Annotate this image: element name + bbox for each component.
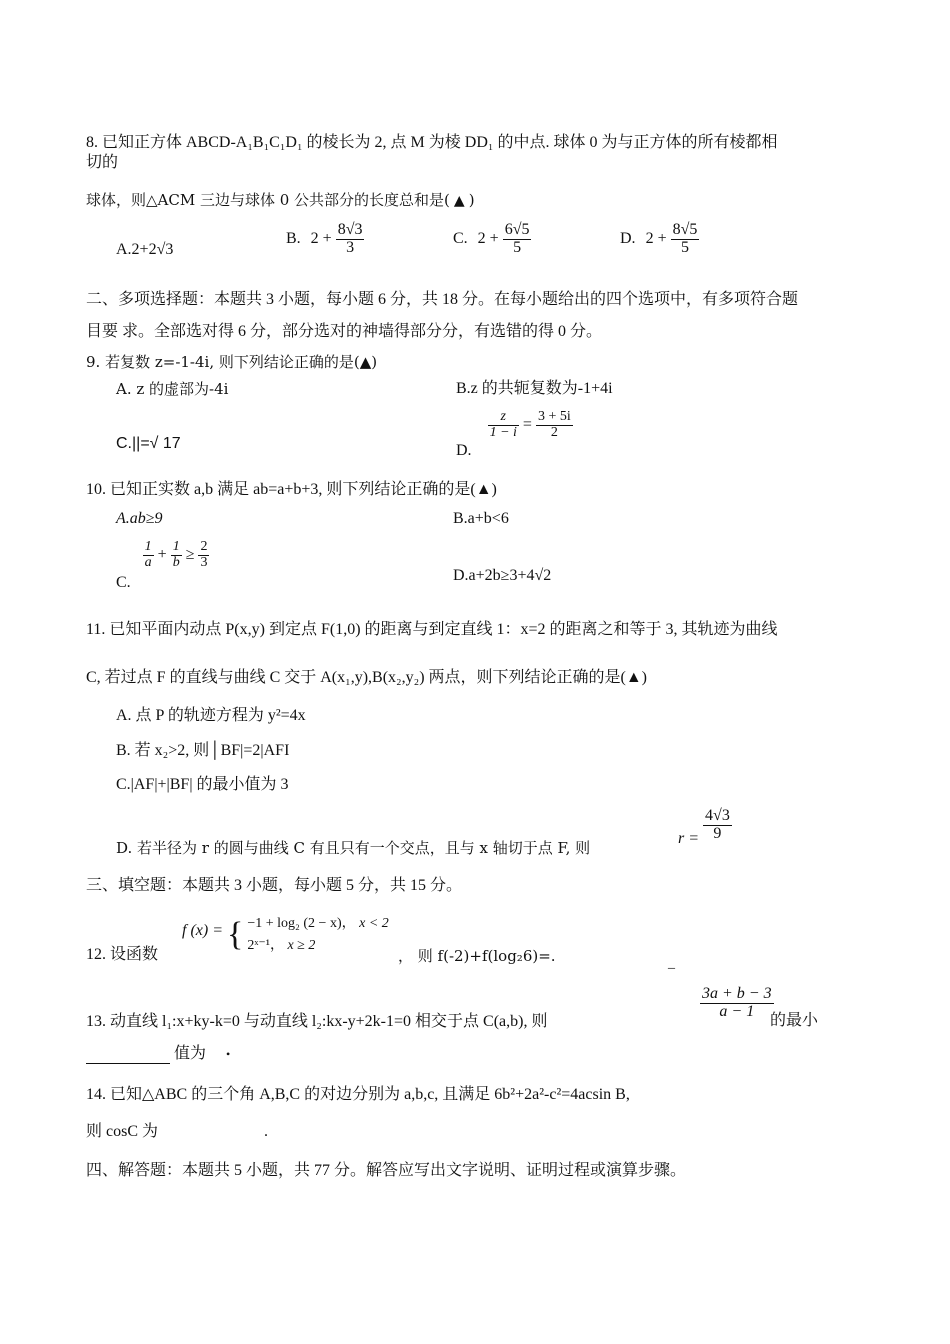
q13-tail: 的最小 bbox=[770, 1012, 819, 1029]
q12-case2-expr: 2ˣ⁻¹， bbox=[247, 938, 284, 953]
q14-line2-text: 则 cosC 为 bbox=[86, 1123, 159, 1140]
q12-brace: { bbox=[227, 916, 244, 953]
section2-heading-line1: 二、多项选择题：本题共 3 小题，每小题 6 分，共 18 分。在每小题给出的四个选项中，有多项符合题 bbox=[86, 291, 799, 308]
q9-option-c: C.||=√ 17 bbox=[116, 435, 181, 452]
q10-option-c-plus: + bbox=[157, 545, 167, 563]
q8-option-b-num: 8√3 bbox=[337, 221, 363, 238]
q8-stem-line3-text: 球体，则△ACM 三边与球体 0 公共部分的长度总和是( bbox=[86, 191, 450, 209]
q13-num: 3a + b − 3 bbox=[702, 985, 772, 1002]
q10-option-c-ge: ≥ bbox=[185, 545, 195, 563]
q8-option-d-num: 8√5 bbox=[672, 221, 698, 238]
q13-den: a − 1 bbox=[719, 1002, 755, 1020]
q12-case2-cond: x ≥ 2 bbox=[287, 938, 316, 953]
q10-option-c-fraction-2 bbox=[171, 540, 182, 570]
q9-option-d-label: D. bbox=[456, 441, 472, 459]
q11-option-d-fraction bbox=[703, 808, 732, 843]
q11-option-d-num: 4√3 bbox=[705, 807, 730, 824]
q8-option-d-label: D. bbox=[620, 229, 636, 247]
q13-stem: 13. 动直线 l₁:x+ky-k=0 与动直线 l₂:kx-y+2k-1=0 相交于点 C(a,b), 则 bbox=[86, 1013, 548, 1030]
q9-option-d bbox=[456, 410, 573, 460]
q8-option-c-int: 2 + bbox=[477, 229, 499, 247]
q12-suffix: ， 则 f(-2)+f(log₂6)=. bbox=[398, 947, 556, 965]
q9-option-d-right-num: 3 + 5i bbox=[537, 409, 571, 424]
q13-fraction bbox=[700, 986, 774, 1036]
q12-prefix: 12. 设函数 bbox=[86, 946, 159, 963]
section3-heading: 三、填空题：本题共 3 小题，每小题 5 分，共 15 分。 bbox=[86, 877, 463, 894]
section2-heading-line2: 目要 求。全部选对得 6 分，部分选对的神墙得部分分，有选错的得 0 分。 bbox=[86, 323, 603, 340]
q10-option-c-f2-num: 1 bbox=[172, 539, 180, 554]
q10-option-c-f3-den: 3 bbox=[200, 554, 208, 570]
q13-dot: • bbox=[226, 1047, 231, 1061]
q11-option-d-den: 9 bbox=[713, 824, 722, 842]
q9-option-d-right-fraction bbox=[536, 410, 573, 440]
q8-option-a: A.2+2√3 bbox=[116, 241, 174, 258]
q9-option-d-left-num: z bbox=[488, 410, 519, 426]
q9-option-d-equals: = bbox=[522, 415, 532, 433]
q10-option-c-f1-num: 1 bbox=[144, 539, 152, 554]
q8-option-b bbox=[286, 222, 364, 268]
q11-option-d: D. 若半径为 r 的圆与曲线 C 有且只有一个交点，且与 x 轴切于点 F, 则 bbox=[116, 839, 591, 857]
q14-line2-period: . bbox=[264, 1123, 269, 1140]
q13-answer-blank bbox=[86, 1049, 170, 1064]
q10-option-c-f3-num: 2 bbox=[200, 539, 208, 554]
q13-line2 bbox=[86, 1044, 230, 1064]
q10-stem: 10. 已知正实数 a,b 满足 ab=a+b+3, 则下列结论正确的是(▲) bbox=[86, 481, 497, 498]
q12-fx: f (x) = bbox=[182, 921, 223, 939]
q10-option-c-f1-den: a bbox=[144, 554, 152, 570]
q8-option-c bbox=[453, 222, 531, 268]
q8-option-b-fraction bbox=[336, 222, 365, 257]
q12-case-1 bbox=[247, 913, 388, 935]
q8-option-b-int: 2 + bbox=[310, 229, 332, 247]
q8-option-c-fraction bbox=[503, 222, 532, 257]
q12-case-2 bbox=[247, 935, 388, 957]
q13-line2-text: 值为 bbox=[174, 1045, 207, 1062]
q8-option-b-den: 3 bbox=[346, 238, 355, 256]
q8-stem-line3 bbox=[86, 190, 475, 211]
q8-option-d-den: 5 bbox=[680, 238, 689, 256]
q10-option-d: D.a+2b≥3+4√2 bbox=[453, 567, 552, 584]
q8-option-c-num: 6√5 bbox=[504, 221, 530, 238]
q14-line2 bbox=[86, 1122, 268, 1142]
q8-option-c-den: 5 bbox=[513, 238, 522, 256]
q8-option-d bbox=[620, 222, 699, 268]
q9-option-a: A. z 的虚部为-4i bbox=[116, 380, 229, 398]
q11-option-b: B. 若 x₂>2, 则│BF|=2|AFI bbox=[116, 742, 290, 759]
q13-fraction-inner bbox=[700, 986, 774, 1021]
q11-stem-line1: 11. 已知平面内动点 P(x,y) 到定点 F(1,0) 的距离与到定直线 1：x=2 的距离之和等于 3, 其轨迹为曲线 bbox=[86, 621, 778, 638]
q14-line1: 14. 已知△ABC 的三个角 A,B,C 的对边分别为 a,b,c, 且满足 6b²+2a²-c²=4acsin B, bbox=[86, 1086, 630, 1103]
q9-option-d-left-den: 1 − i bbox=[489, 424, 517, 440]
q12-cases bbox=[247, 913, 388, 957]
q8-stem-line3-close: ) bbox=[468, 191, 475, 209]
q8-stem-line2: 切的 bbox=[86, 154, 119, 171]
q10-option-c-label: C. bbox=[116, 573, 131, 591]
q8-stem-line1: 8. 已知正方体 ABCD-A₁B₁C₁D₁ 的棱长为 2, 点 M 为棱 DD₁ 的中点. 球体 0 为与正方体的所有棱都相 bbox=[86, 134, 778, 151]
q8-option-c-label: C. bbox=[453, 229, 468, 247]
q11-option-d-formula bbox=[678, 808, 732, 858]
q9-option-d-right-den: 2 bbox=[550, 424, 558, 440]
q11-option-d-r: r = bbox=[678, 829, 700, 847]
section4-heading: 四、解答题：本题共 5 小题，共 77 分。解答应写出文字说明、证明过程或演算步骤。 bbox=[86, 1162, 687, 1179]
q9-option-d-left-fraction bbox=[488, 410, 519, 440]
q9-stem: 9. 若复数 z=-1-4i, 则下列结论正确的是(▲) bbox=[86, 353, 378, 371]
q10-option-c-fraction-1 bbox=[143, 540, 154, 570]
q10-option-b: B.a+b<6 bbox=[453, 510, 509, 527]
q8-option-d-fraction bbox=[671, 222, 700, 257]
q10-option-c bbox=[116, 540, 209, 590]
q10-option-a: A.ab≥9 bbox=[116, 510, 163, 527]
q12-function bbox=[182, 913, 389, 973]
q11-option-a: A. 点 P 的轨迹方程为 y²=4x bbox=[116, 707, 306, 724]
q12-case1-cond: x < 2 bbox=[359, 916, 389, 931]
q11-stem-line2: C, 若过点 F 的直线与曲线 C 交于 A(x₁,y),B(x₂,y₂) 两点，则下列结论正确的是(▲) bbox=[86, 669, 648, 686]
q12-mark: _ bbox=[668, 956, 675, 971]
q12-case1-expr: −1 + log₂ (2 − x)， bbox=[247, 916, 356, 931]
triangle-icon: ▲ bbox=[453, 193, 465, 209]
q10-option-c-f2-den: b bbox=[172, 554, 180, 570]
q11-option-c: C.|AF|+|BF| 的最小值为 3 bbox=[116, 776, 289, 793]
q8-option-d-int: 2 + bbox=[645, 229, 667, 247]
q9-option-b: B.z 的共轭复数为-1+4i bbox=[456, 380, 613, 397]
q8-option-b-label: B. bbox=[286, 229, 301, 247]
q10-option-c-fraction-3 bbox=[198, 540, 209, 570]
